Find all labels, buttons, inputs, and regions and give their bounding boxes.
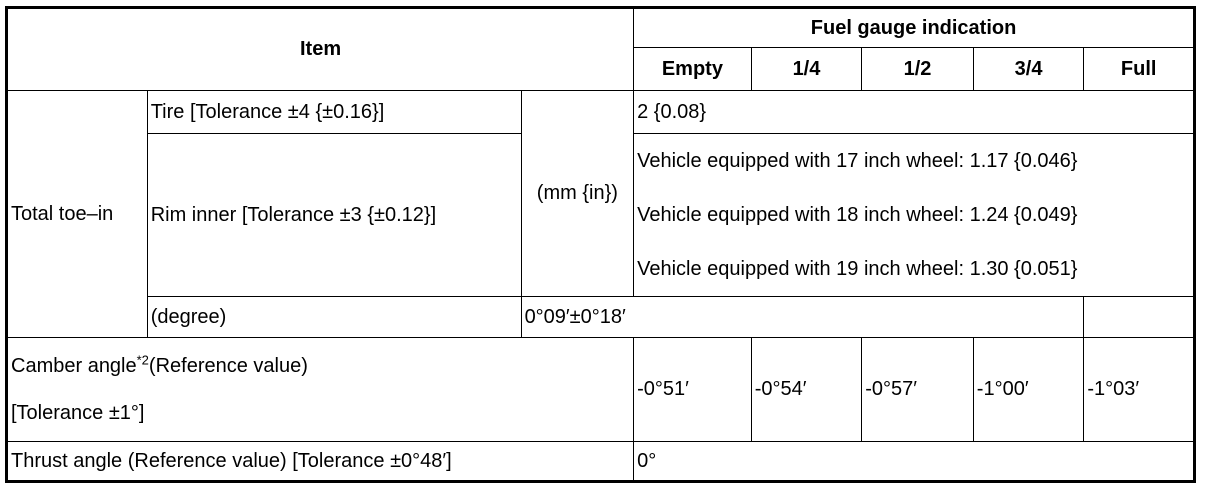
tire-label: Tire [Tolerance ±4 {±0.16}] xyxy=(147,91,521,134)
camber-value-three-quarter: -1°00′ xyxy=(973,338,1084,442)
camber-value-quarter: -0°54′ xyxy=(751,338,862,442)
rim-value-17-inch: Vehicle equipped with 17 inch wheel: 1.17 {0.046} xyxy=(637,150,1078,172)
header-fuel-gauge: Fuel gauge indication xyxy=(634,8,1195,48)
camber-value-full: -1°03′ xyxy=(1084,338,1195,442)
degree-label: (degree) xyxy=(147,297,521,338)
wheel-alignment-spec-table xyxy=(5,6,1196,483)
thrust-label: Thrust angle (Reference value) [Tolerance ±0°48′] xyxy=(7,442,634,482)
camber-line-1 xyxy=(11,343,630,390)
header-level-half: 1/2 xyxy=(862,48,974,91)
camber-value-half: -0°57′ xyxy=(862,338,974,442)
unit-label: (mm {in}) xyxy=(521,91,634,297)
rim-inner-label: Rim inner [Tolerance ±3 {±0.12}] xyxy=(147,134,521,297)
rim-inner-values xyxy=(634,134,1195,297)
header-level-three-quarter: 3/4 xyxy=(973,48,1084,91)
degree-value: 0°09′±0°18′ xyxy=(521,297,1084,338)
header-item: Item xyxy=(7,8,634,91)
thrust-value: 0° xyxy=(634,442,1195,482)
tire-value: 2 {0.08} xyxy=(634,91,1195,134)
camber-tolerance: [Tolerance ±1°] xyxy=(11,401,145,424)
header-level-quarter: 1/4 xyxy=(751,48,862,91)
toe-in-label: Total toe–in xyxy=(7,91,148,338)
camber-note-mark: *2 xyxy=(136,351,149,367)
camber-label: Camber angle xyxy=(11,354,137,377)
rim-value-19-inch: Vehicle equipped with 19 inch wheel: 1.30 {0.051} xyxy=(637,258,1078,280)
header-level-full: Full xyxy=(1084,48,1195,91)
camber-reference: (Reference value) xyxy=(148,354,308,377)
camber-value-empty: -0°51′ xyxy=(634,338,752,442)
header-level-empty: Empty xyxy=(634,48,752,91)
camber-label-cell xyxy=(7,338,634,442)
rim-value-18-inch: Vehicle equipped with 18 inch wheel: 1.24 {0.049} xyxy=(637,204,1078,226)
